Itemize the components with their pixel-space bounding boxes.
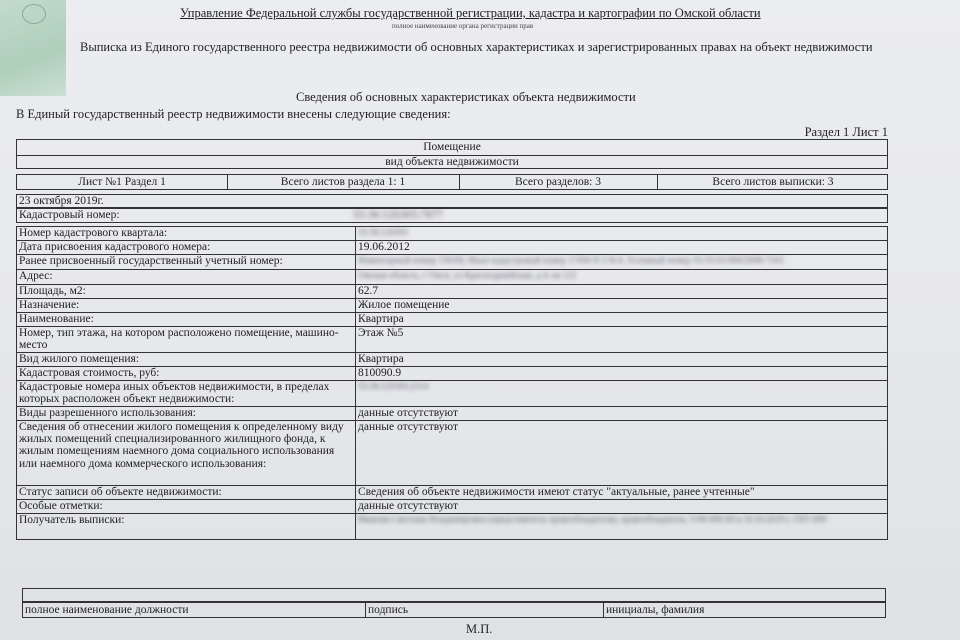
property-label: Номер кадастрового квартала: — [17, 227, 356, 241]
property-value: Инвентарный номер 156/08, Иные кадастровый номер 17456 Н 1/А/4, Условный номер 55-55-01/000/2008-7163 — [356, 255, 888, 270]
property-value: 19.06.2012 — [356, 241, 888, 255]
property-value: Сведения об объекте недвижимости имеют статус "актуальные, ранее учтенные" — [356, 485, 888, 499]
total-sections: Всего разделов: 3 — [515, 176, 601, 188]
property-row — [17, 270, 888, 285]
date-box — [16, 194, 888, 208]
authority-name: Управление Федеральной службы государственной регистрации, кадастра и картографии по Омской области — [180, 6, 761, 20]
cadastral-number-label: Кадастровый номер: — [19, 209, 120, 221]
signature-caption: подпись — [368, 604, 409, 616]
divider — [365, 603, 366, 617]
sheet-info-row — [16, 174, 888, 190]
property-row — [17, 285, 888, 299]
section-heading: Сведения об основных характеристиках объекта недвижимости — [296, 90, 636, 104]
property-label: Кадастровые номера иных объектов недвижимости, в пределах которых расположен объект недвижимости: — [17, 380, 356, 406]
property-row — [17, 380, 888, 406]
property-row — [17, 366, 888, 380]
property-label: Адрес: — [17, 270, 356, 285]
property-row — [17, 352, 888, 366]
property-value: 55:36:120305:2314 — [356, 380, 888, 406]
property-row — [17, 485, 888, 499]
property-label: Особые отметки: — [17, 499, 356, 513]
property-label: Виды разрешенного использования: — [17, 406, 356, 420]
property-row — [17, 313, 888, 327]
property-label: Статус записи об объекте недвижимости: — [17, 485, 356, 499]
property-value: Квартира — [356, 352, 888, 366]
property-row — [17, 241, 888, 255]
property-label: Назначение: — [17, 299, 356, 313]
property-value: 810090.9 — [356, 366, 888, 380]
property-label: Вид жилого помещения: — [17, 352, 356, 366]
property-label: Дата присвоения кадастрового номера: — [17, 241, 356, 255]
object-type-box — [16, 139, 888, 169]
sheet-reference: Раздел 1 Лист 1 — [804, 125, 888, 139]
property-row — [17, 227, 888, 241]
name-caption: инициалы, фамилия — [606, 604, 705, 616]
property-row — [17, 255, 888, 270]
property-row — [17, 299, 888, 313]
property-value: 55:36:120305 — [356, 227, 888, 241]
object-type: Помещение — [423, 141, 481, 153]
cadastral-number-box — [16, 208, 888, 223]
property-value: данные отсутствуют — [356, 420, 888, 485]
section-sheets: Всего листов раздела 1: 1 — [280, 176, 406, 188]
object-type-caption: вид объекта недвижимости — [385, 156, 519, 168]
intro-text: В Единый государственный реестр недвижимости внесены следующие сведения: — [16, 107, 451, 121]
property-row — [17, 406, 888, 420]
property-row — [17, 420, 888, 485]
signature-row — [22, 602, 886, 618]
property-value: 62.7 — [356, 285, 888, 299]
property-label: Сведения об отнесении жилого помещения к определенному виду жилых помещений специализированного жилищного фонда, к жилым помещениям наемного дома социального использования или наемного дома коммерческого использования: — [17, 420, 356, 485]
property-label: Наименование: — [17, 313, 356, 327]
property-label: Номер, тип этажа, на котором расположено помещение, машино-место — [17, 327, 356, 353]
property-row — [17, 513, 888, 539]
cadastral-number-value: 55:36:120305:7877 — [353, 209, 444, 221]
properties-table — [16, 226, 888, 540]
property-label: Получатель выписки: — [17, 513, 356, 539]
signature-top-box — [22, 588, 886, 602]
property-label: Кадастровая стоимость, руб: — [17, 366, 356, 380]
property-value: данные отсутствуют — [356, 499, 888, 513]
property-row — [17, 327, 888, 353]
extract-title: Выписка из Единого государственного реестра недвижимости об основных характеристиках и зарегистрированных правах на объект недвижимости — [80, 40, 873, 54]
property-value: Этаж №5 — [356, 327, 888, 353]
green-stamp-corner — [0, 0, 66, 96]
divider — [603, 603, 604, 617]
property-value: Квартира — [356, 313, 888, 327]
property-label: Площадь, м2: — [17, 285, 356, 299]
property-value: Иванова Светлана Владимировна (представитель правообладателя), правообладатель: 3-00-000-00 в 10.10.2019 г. ГБУ-000 — [356, 513, 888, 539]
property-value: данные отсутствуют — [356, 406, 888, 420]
property-row — [17, 499, 888, 513]
extract-date: 23 октября 2019г. — [19, 195, 104, 207]
property-value: Омская область, г Омск, ул Красноармейская, д 4, кв 122 — [356, 270, 888, 285]
authority-caption: полное наименование органа регистрации прав — [392, 22, 534, 30]
property-label: Ранее присвоенный государственный учетный номер: — [17, 255, 356, 270]
seal-mark: М.П. — [466, 622, 493, 636]
sheet-section: Лист №1 Раздел 1 — [78, 176, 166, 188]
property-value: Жилое помещение — [356, 299, 888, 313]
emblem-icon — [22, 4, 46, 24]
position-caption: полное наименование должности — [25, 604, 189, 616]
total-sheets: Всего листов выписки: 3 — [712, 176, 834, 188]
